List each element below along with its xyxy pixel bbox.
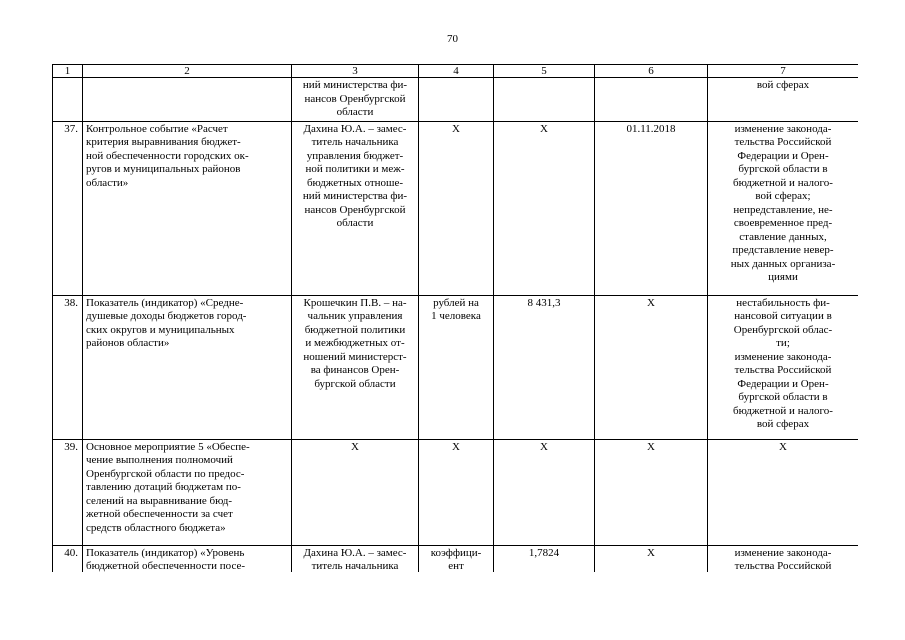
responsible-person-line: титель начальника (311, 560, 399, 572)
risks-description-line: непредставление, не- (733, 203, 833, 216)
deadline-date-cell (595, 439, 708, 545)
unit-of-measure-line: рублей на (433, 296, 479, 309)
risks-description-line: представление невер- (732, 244, 834, 256)
risks-description-line: изменение законода- (734, 350, 832, 363)
deadline-date-line: X (647, 440, 655, 453)
responsible-person-line: Дахина Ю.А. – замес- (303, 546, 407, 559)
unit-of-measure-line: 1 человека (431, 310, 481, 322)
target-value-line: 8 431,3 (527, 296, 561, 309)
row-number-cell: 37. (53, 121, 83, 295)
target-value-line: X (540, 440, 548, 453)
unit-of-measure-line: X (452, 122, 460, 135)
header-cell-2: 2 (83, 65, 292, 78)
table-row (53, 439, 859, 545)
table-row (53, 545, 859, 572)
responsible-person-line: бюджетных отноше- (306, 176, 404, 189)
responsible-person-line: области (336, 217, 374, 229)
measure-name-line: чение выполнения полномочий (86, 454, 233, 466)
responsible-person-line: X (351, 440, 359, 453)
measure-name-line: ругов и муниципальных районов (86, 163, 241, 175)
measures-table (52, 64, 858, 572)
unit-of-measure-cell (419, 439, 494, 545)
header-cell-6: 6 (595, 65, 708, 78)
risks-description-line: тельства Российской (734, 560, 832, 572)
target-value-cell (494, 121, 595, 295)
deadline-date-cell (595, 121, 708, 295)
responsible-person-line: нансов Оренбургской (304, 92, 406, 105)
measure-name-line: Оренбургской области по предос- (86, 467, 245, 480)
risks-description-line: циями (768, 271, 798, 283)
target-value-cell (494, 439, 595, 545)
responsible-person-cell (292, 121, 419, 295)
unit-of-measure-cell (419, 121, 494, 295)
unit-of-measure-line: ент (448, 560, 464, 572)
measure-name-line: бюджетной обеспеченности посе- (86, 560, 246, 572)
measure-name-line: Показатель (индикатор) «Уровень (86, 546, 245, 559)
table-row (53, 78, 859, 122)
measure-name-line: селений на выравнивание бюд- (86, 494, 232, 507)
measure-name-line: области» (86, 176, 129, 189)
risks-description-line: ных данных организа- (730, 257, 836, 270)
risks-description-line: нансовой ситуации в (734, 310, 832, 322)
responsible-person-line: ний министерства фи- (302, 79, 408, 91)
risks-description-cell (708, 439, 859, 545)
deadline-date-line: X (647, 296, 655, 309)
responsible-person-line: бургской области (314, 377, 396, 390)
header-cell-3: 3 (292, 65, 419, 78)
responsible-person-cell (292, 439, 419, 545)
risks-description-line: вой сферах; (755, 190, 811, 202)
responsible-person-cell (292, 545, 419, 572)
risks-description-line: Федерации и Орен- (737, 377, 829, 390)
target-value-line: 1,7824 (528, 546, 560, 559)
responsible-person-line: и межбюджетных от- (305, 337, 405, 349)
risks-description-line: своевременное пред- (733, 217, 833, 229)
risks-description-line: нестабильность фи- (736, 296, 830, 309)
risks-description-cell (708, 78, 859, 122)
deadline-date-line: X (647, 546, 655, 559)
deadline-date-cell (595, 78, 708, 122)
responsible-person-line: бюджетной политики (304, 323, 406, 336)
unit-of-measure-cell (419, 78, 494, 122)
risks-description-line: бюджетной и налого- (733, 176, 833, 189)
measure-name-cell (83, 439, 292, 545)
responsible-person-line: ношений министерст- (303, 350, 407, 363)
target-value-cell (494, 295, 595, 439)
target-value-line: X (540, 122, 548, 135)
unit-of-measure-line: X (452, 440, 460, 453)
measure-name-line: средств областного бюджета» (86, 521, 226, 534)
risks-description-cell (708, 295, 859, 439)
risks-description-cell (708, 121, 859, 295)
responsible-person-line: чальник управления (307, 310, 403, 322)
responsible-person-line: Крошечкин П.В. – на- (303, 296, 407, 309)
measure-name-line: ских округов и муниципальных (86, 323, 235, 336)
risks-description-cell (708, 545, 859, 572)
measure-name-line: душевые доходы бюджетов город- (86, 310, 247, 322)
unit-of-measure-cell (419, 545, 494, 572)
risks-description-line: Федерации и Орен- (737, 149, 829, 162)
header-cell-5: 5 (494, 65, 595, 78)
row-number-cell: 39. (53, 439, 83, 545)
risks-description-line: тельства Российской (734, 364, 832, 376)
table-container (52, 64, 858, 572)
risks-description-line: бургской области в (738, 391, 828, 403)
responsible-person-line: Дахина Ю.А. – замес- (303, 122, 407, 135)
target-value-cell (494, 545, 595, 572)
page-number: 70 (447, 33, 458, 45)
table-header-row (53, 65, 859, 78)
responsible-person-line: ний министерства фи- (302, 190, 408, 202)
risks-description-line: бюджетной и налого- (733, 404, 833, 417)
row-number-cell: 40. (53, 545, 83, 572)
measure-name-line: районов области» (86, 337, 170, 349)
measure-name-line: жетной обеспеченности за счет (86, 508, 233, 520)
measure-name-line: Контрольное событие «Расчет (86, 122, 228, 135)
table-body (53, 65, 859, 573)
responsible-person-cell (292, 295, 419, 439)
unit-of-measure-line: коэффици- (430, 546, 482, 559)
header-cell-7: 7 (708, 65, 859, 78)
responsible-person-line: управления бюджет- (306, 149, 404, 162)
header-cell-4: 4 (419, 65, 494, 78)
risks-description-line: изменение законода- (734, 122, 832, 135)
unit-of-measure-cell (419, 295, 494, 439)
responsible-person-line: области (336, 106, 374, 118)
risks-description-line: изменение законода- (734, 546, 832, 559)
deadline-date-cell (595, 545, 708, 572)
risks-description-line: ставление данных, (739, 230, 827, 243)
measure-name-line: тавлению дотаций бюджетам по- (86, 481, 241, 493)
responsible-person-line: ва финансов Орен- (310, 364, 400, 376)
table-row (53, 295, 859, 439)
deadline-date-cell (595, 295, 708, 439)
row-number-cell (53, 78, 83, 122)
header-cell-1: 1 (53, 65, 83, 78)
risks-description-line: тельства Российской (734, 136, 832, 148)
measure-name-cell (83, 545, 292, 572)
risks-description-line: ти; (776, 337, 790, 349)
measure-name-line: Показатель (индикатор) «Средне- (86, 296, 244, 309)
measure-name-cell (83, 295, 292, 439)
table-row (53, 121, 859, 295)
deadline-date-line: 01.11.2018 (626, 122, 676, 135)
measure-name-line: Основное мероприятие 5 «Обеспе- (86, 440, 250, 453)
measure-name-cell (83, 121, 292, 295)
row-number-cell: 38. (53, 295, 83, 439)
responsible-person-line: ной политики и меж- (305, 163, 405, 175)
responsible-person-cell (292, 78, 419, 122)
risks-description-line: вой сферах (756, 79, 810, 91)
measure-name-cell (83, 78, 292, 122)
measure-name-line: критерия выравнивания бюджет- (86, 136, 241, 148)
responsible-person-line: нансов Оренбургской (304, 203, 406, 216)
risks-description-line: вой сферах (756, 418, 810, 430)
responsible-person-line: титель начальника (311, 136, 399, 148)
risks-description-line: бургской области в (738, 163, 828, 175)
target-value-cell (494, 78, 595, 122)
measure-name-line: ной обеспеченности городских ок- (86, 149, 249, 162)
risks-description-line: Оренбургской облас- (733, 323, 833, 336)
risks-description-line: X (779, 440, 787, 453)
